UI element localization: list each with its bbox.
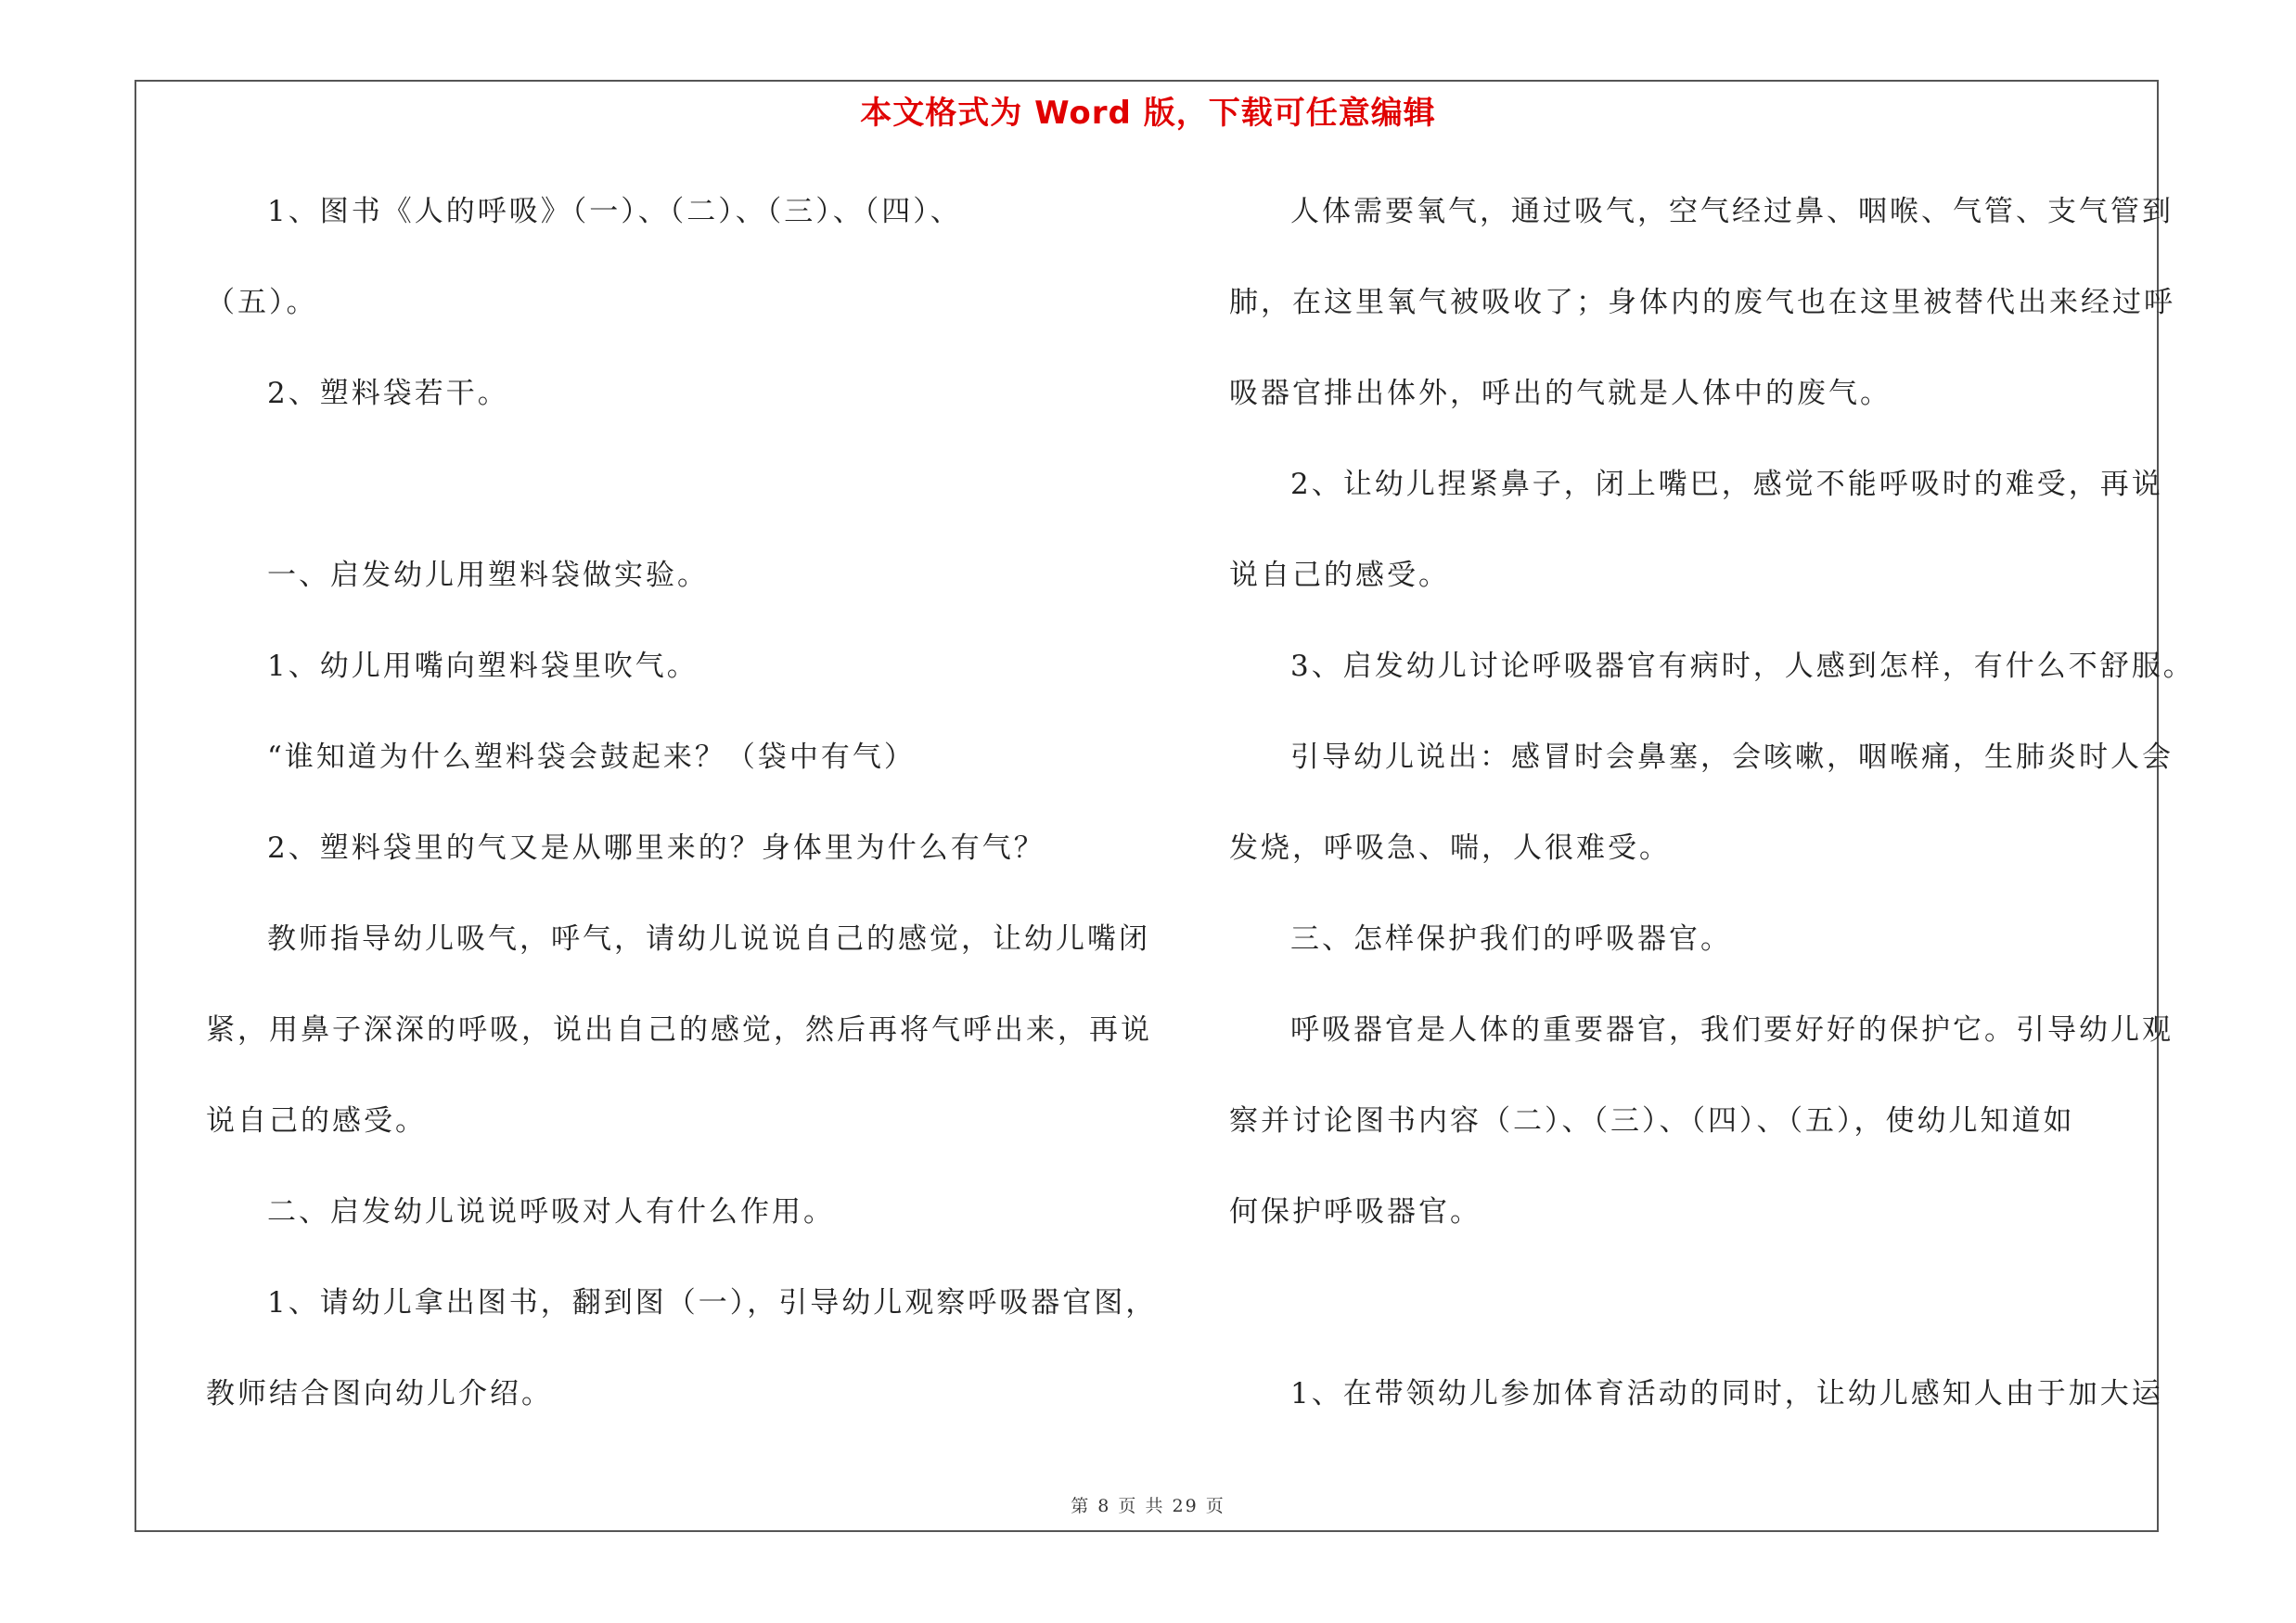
paragraph-line <box>206 457 1145 547</box>
page-footer: 第 8 页 共 29 页 <box>1071 1496 1225 1516</box>
paragraph-line: 1、在带领幼儿参加体育活动的同时，让幼儿感知人由于加大运 <box>1290 1377 2163 1410</box>
paragraph-line: 2、塑料袋里的气又是从哪里来的？身体里为什么有气？ <box>267 831 1045 865</box>
paragraph-line: 3、启发幼儿讨论呼吸器官有病时，人感到怎样，有什么不舒服。 <box>1290 650 2195 683</box>
paragraph-line: 说自己的感受。 <box>206 1104 427 1138</box>
paragraph-line: 一、启发幼儿用塑料袋做实验。 <box>267 559 709 592</box>
paragraph-line: 1、请幼儿拿出图书，翻到图（一），引导幼儿观察呼吸器官图， <box>267 1286 1158 1320</box>
paragraph-line: 紧，用鼻子深深的呼吸，说出自己的感觉，然后再将气呼出来，再说 <box>206 1013 1152 1047</box>
paragraph-line: 2、让幼儿捏紧鼻子，闭上嘴巴，感觉不能呼吸时的难受，再说 <box>1290 468 2163 501</box>
paragraph-line: 何保护呼吸器官。 <box>1229 1195 1481 1229</box>
format-banner: 本文格式为 Word 版，下载可任意编辑 <box>860 95 1436 132</box>
paragraph-line: 2、塑料袋若干。 <box>267 377 509 410</box>
paragraph-line <box>1229 1275 2164 1366</box>
paragraph-line: 三、怎样保护我们的呼吸器官。 <box>1290 922 1732 956</box>
paragraph-line: 引导幼儿说出：感冒时会鼻塞，会咳嗽，咽喉痛，生肺炎时人会 <box>1290 741 2174 774</box>
paragraph-line: 二、启发幼儿说说呼吸对人有什么作用。 <box>267 1195 835 1229</box>
paragraph-line: 1、幼儿用嘴向塑料袋里吹气。 <box>267 650 699 683</box>
paragraph-line: 人体需要氧气，通过吸气，空气经过鼻、咽喉、气管、支气管到 <box>1290 195 2174 228</box>
paragraph-line: 说自己的感受。 <box>1229 559 1450 592</box>
paragraph-line: （五）。 <box>206 286 318 319</box>
paragraph-line: 1、图书《人的呼吸》（一）、（二）、（三）、（四）、 <box>267 195 962 228</box>
paragraph-line: 吸器官排出体外，呼出的气就是人体中的废气。 <box>1229 377 1892 410</box>
paragraph-line: 呼吸器官是人体的重要器官，我们要好好的保护它。引导幼儿观 <box>1290 1013 2174 1047</box>
paragraph-line: 教师指导幼儿吸气，呼气，请幼儿说说自己的感觉，让幼儿嘴闭 <box>267 922 1150 956</box>
paragraph-line: 肺，在这里氧气被吸收了；身体内的废气也在这里被替代出来经过呼 <box>1229 286 2175 319</box>
paragraph-line: “谁知道为什么塑料袋会鼓起来？（袋中有气） <box>267 741 916 774</box>
right-column <box>1229 184 2195 1457</box>
paragraph-line: 发烧，呼吸急、喘，人很难受。 <box>1229 831 1671 865</box>
paragraph-line: 教师结合图向幼儿介绍。 <box>206 1377 553 1410</box>
left-column <box>206 184 1158 1457</box>
paragraph-line: 察并讨论图书内容（二）、（三）、（四）、（五），使幼儿知道如 <box>1229 1104 2075 1138</box>
